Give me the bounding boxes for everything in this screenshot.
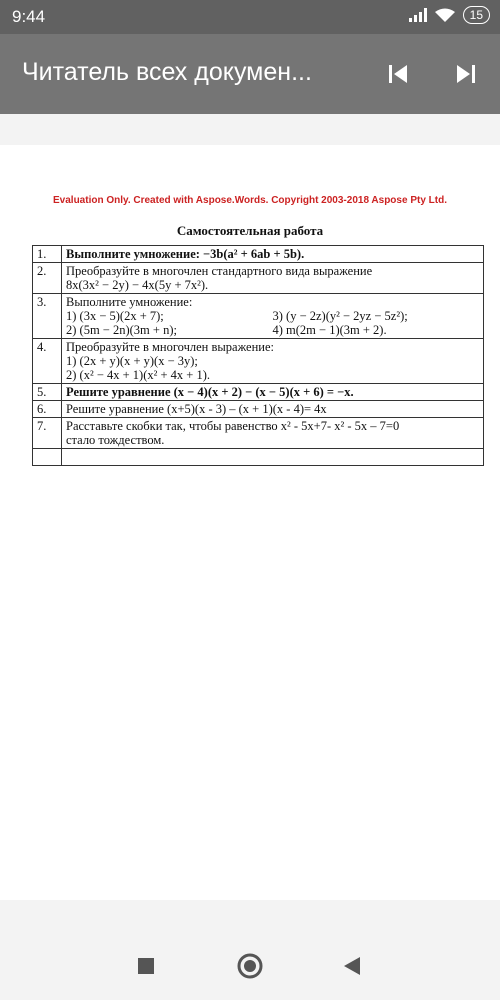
task-line: Расставьте скобки так, чтобы равенство x² - 5x+7- x² - 5x – 7=0: [66, 419, 400, 433]
app-bar: [0, 34, 500, 114]
task-number: 4.: [33, 339, 62, 384]
task-number: 3.: [33, 294, 62, 339]
task-number: 5.: [33, 384, 62, 401]
table-row: [33, 401, 484, 418]
status-bar: [0, 0, 500, 34]
task-text: [62, 339, 484, 384]
task-text: [62, 384, 484, 401]
table-row: [33, 294, 484, 339]
system-nav-bar: [0, 932, 500, 1000]
task-number: 1.: [33, 246, 62, 263]
task-line: 8x(3x² − 2y) − 4x(5y + 7x²).: [66, 278, 209, 292]
empty-cell: [62, 449, 484, 466]
next-page-button[interactable]: [448, 56, 484, 92]
task-line: 1) (3x − 5)(2x + 7);: [66, 309, 164, 323]
task-line: 1) (2x + y)(x + y)(x − 3y);: [66, 354, 198, 368]
home-button[interactable]: [230, 946, 270, 986]
task-line: Решите уравнение (x+5)(x - 3) – (x + 1)(x - 4)= 4x: [66, 402, 327, 416]
task-number: 7.: [33, 418, 62, 449]
table-row: [33, 384, 484, 401]
tasks-table: [32, 245, 484, 466]
task-line: 3) (y − 2z)(y² − 2yz − 5z²);: [272, 309, 408, 323]
task-line: Выполните умножение: −3b(a² + 6ab + 5b).: [66, 247, 305, 261]
task-number: 6.: [33, 401, 62, 418]
skip-previous-icon: [387, 63, 409, 85]
task-text: [62, 401, 484, 418]
task-line: 4) m(2m − 1)(3m + 2).: [272, 323, 387, 337]
table-row: [33, 263, 484, 294]
document-page[interactable]: [0, 145, 500, 900]
task-text: [62, 418, 484, 449]
task-line: Преобразуйте в многочлен стандартного вида выражение: [66, 264, 373, 278]
back-button[interactable]: [332, 946, 372, 986]
square-icon: [137, 957, 155, 975]
task-column-left: [66, 309, 273, 337]
app-title: Читатель всех докумен...: [22, 58, 312, 86]
task-column-right: [273, 309, 480, 337]
table-row: [33, 449, 484, 466]
task-text: [62, 246, 484, 263]
triangle-back-icon: [343, 956, 361, 976]
circle-icon: [237, 953, 263, 979]
empty-cell: [33, 449, 62, 466]
task-columns: [66, 309, 479, 337]
recent-apps-button[interactable]: [126, 946, 166, 986]
table-row: [33, 246, 484, 263]
page-title: Самостоятельная работа: [176, 223, 324, 238]
previous-page-button[interactable]: [380, 56, 416, 92]
signal-icon: [409, 8, 427, 22]
task-text: [62, 294, 484, 339]
task-line: Преобразуйте в многочлен выражение:: [66, 340, 275, 354]
task-line: стало тождеством.: [66, 433, 165, 447]
task-text: [62, 263, 484, 294]
task-line: 2) (5m − 2n)(3m + n);: [66, 323, 177, 337]
task-line: Решите уравнение (x − 4)(x + 2) − (x − 5)(x + 6) = −x.: [66, 385, 354, 399]
wifi-icon: [435, 8, 455, 23]
status-icons: [409, 6, 490, 24]
task-number: 2.: [33, 263, 62, 294]
task-line: 2) (x² − 4x + 1)(x² + 4x + 1).: [66, 368, 211, 382]
battery-indicator: 15: [463, 6, 490, 24]
watermark: Evaluation Only. Created with Aspose.Words. Copyright 2003-2018 Aspose Pty Ltd.: [53, 195, 447, 206]
table-row: [33, 339, 484, 384]
skip-next-icon: [455, 63, 477, 85]
table-row: [33, 418, 484, 449]
clock: 9:44: [12, 7, 46, 26]
task-line: Выполните умножение:: [66, 295, 193, 309]
